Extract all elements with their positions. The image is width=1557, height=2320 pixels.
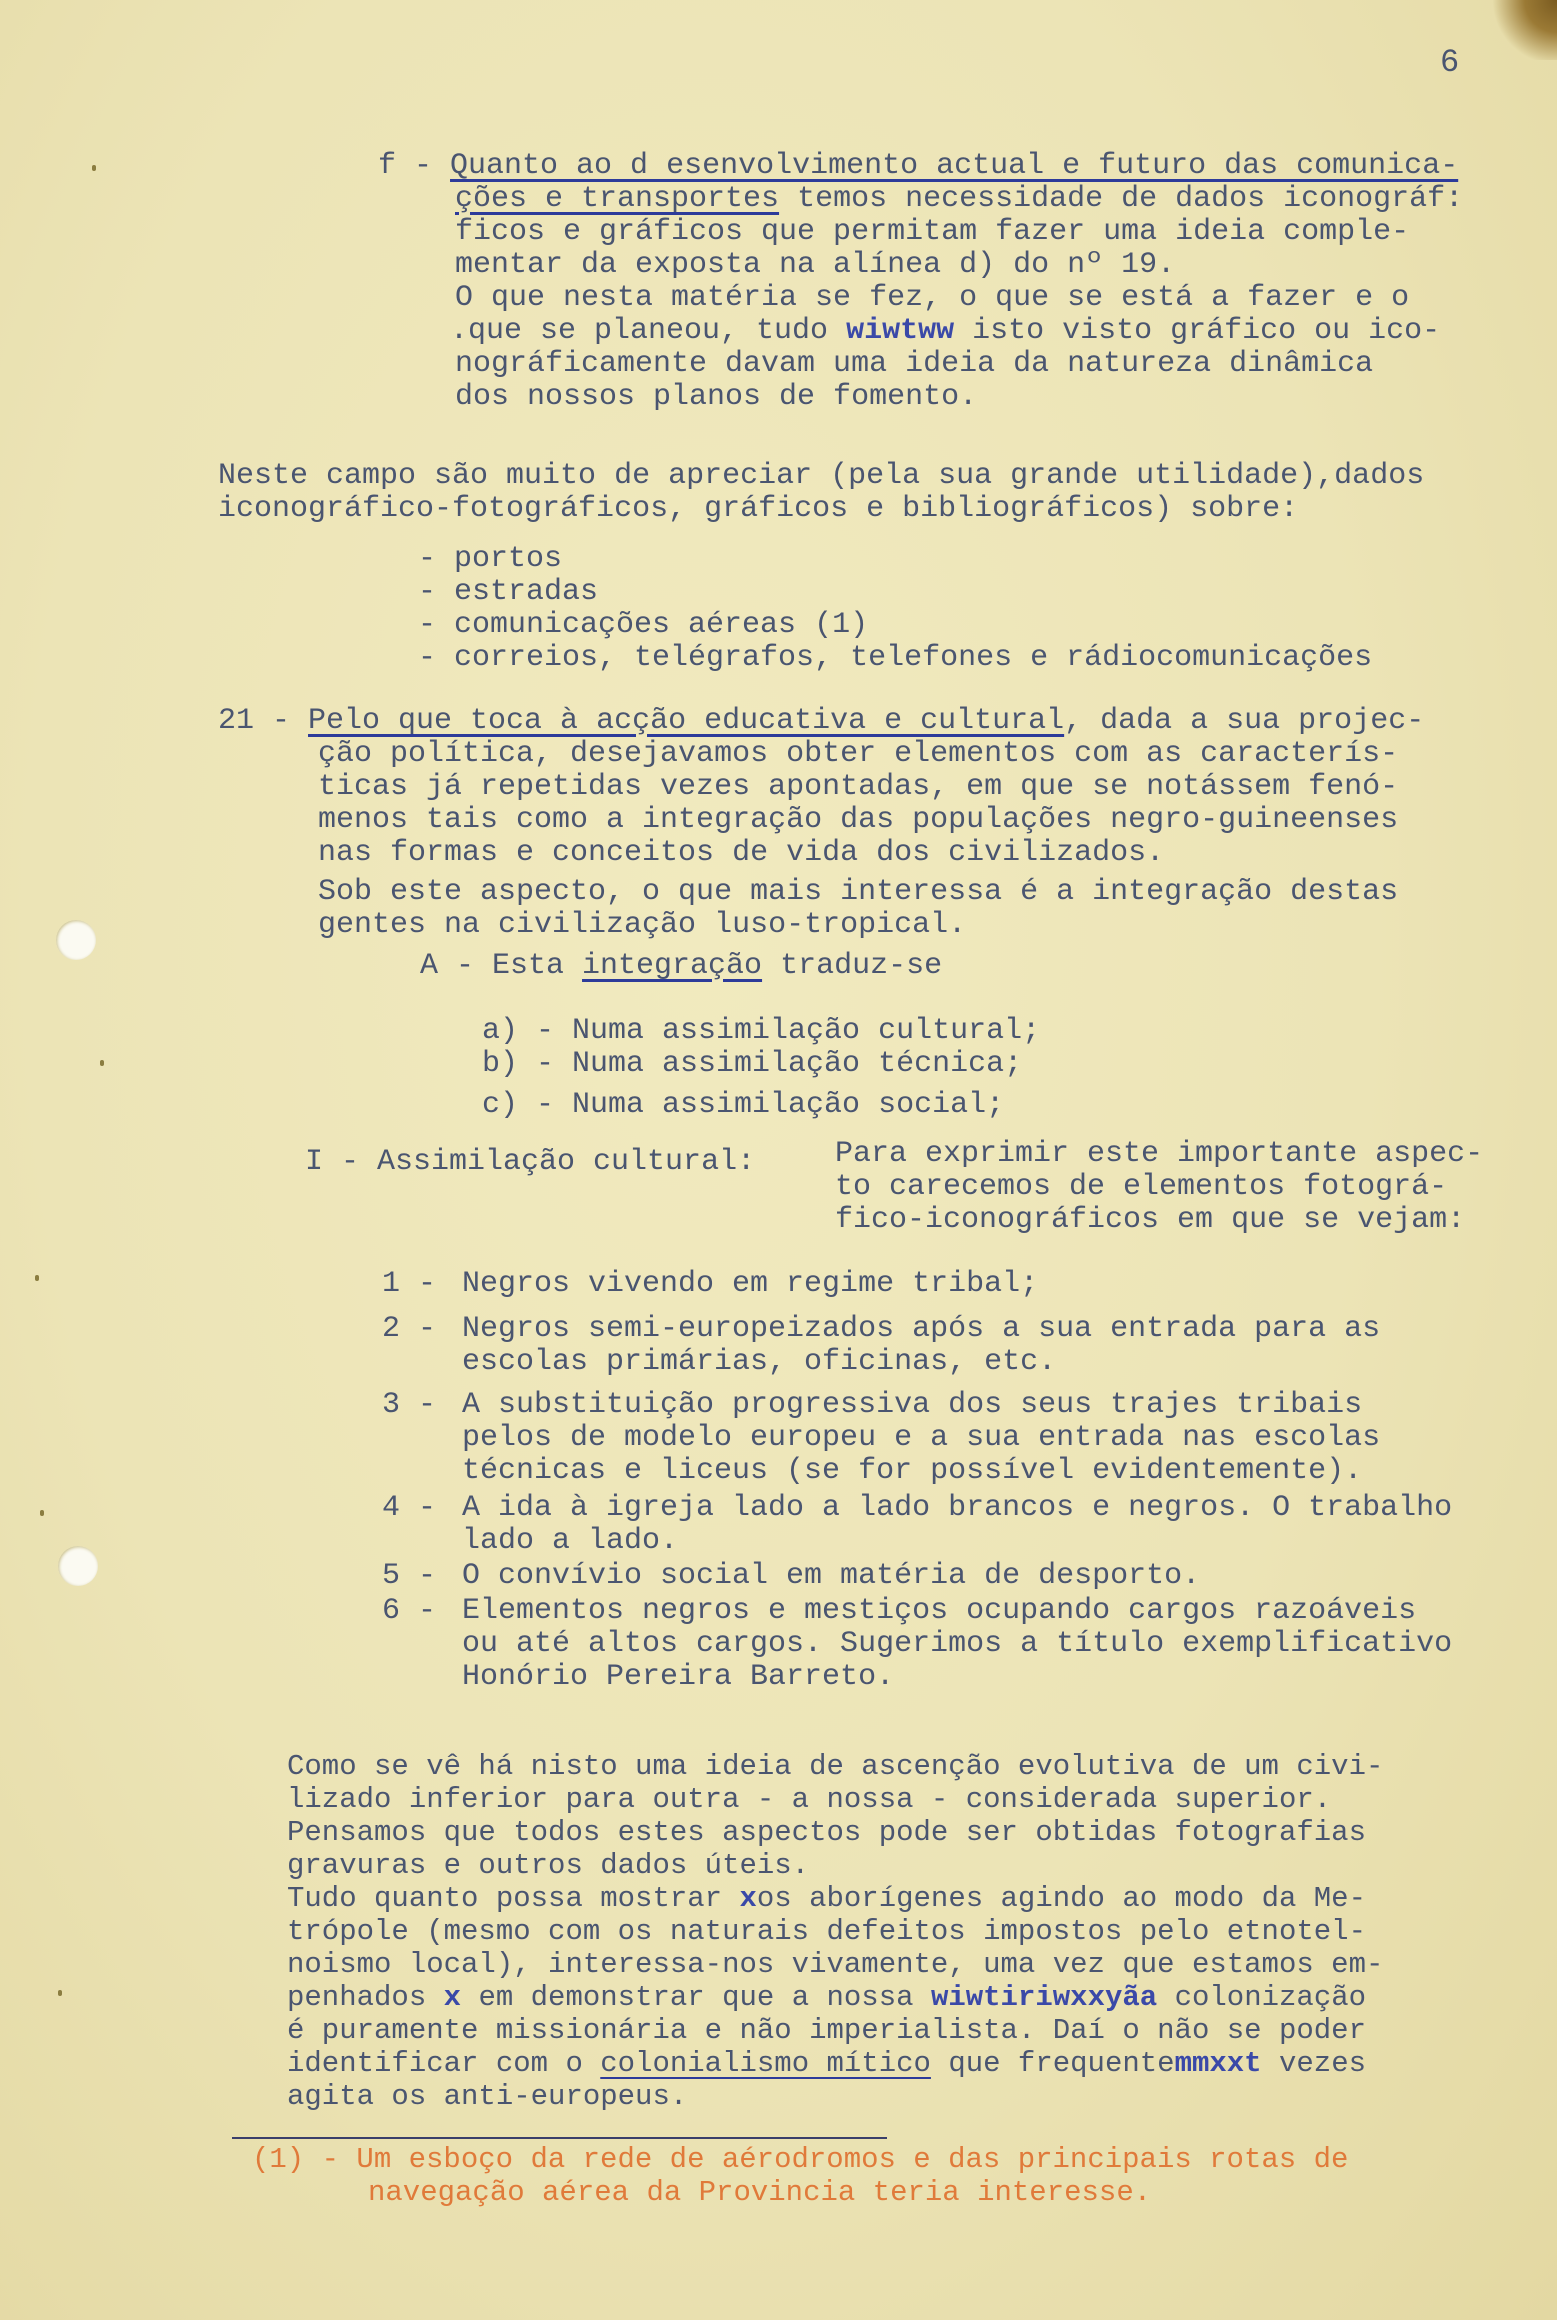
item-line: técnicas e liceus (se for possível evidentemente).: [462, 1454, 1363, 1488]
item-line: ou até altos cargos. Sugerimos a título exemplificativo: [462, 1627, 1453, 1661]
section-I-desc-line: fico-iconográficos em que se vejam:: [835, 1203, 1466, 1237]
item-number: 1 -: [382, 1267, 437, 1301]
list-item: [382, 1595, 1452, 1694]
item-line: escolas primárias, oficinas, etc.: [462, 1345, 1057, 1379]
margin-speck: [35, 1275, 39, 1281]
list-item: [382, 1313, 1452, 1379]
item-line: pelos de modelo europeu e a sua entrada nas escolas: [462, 1421, 1381, 1455]
list-item: [382, 1492, 1452, 1558]
item-number: 3 -: [382, 1388, 437, 1422]
section-I-list: [382, 1268, 1452, 1694]
list-item: [382, 1268, 1452, 1301]
item-line: O convívio social em matéria de desporto.: [462, 1559, 1201, 1593]
item-line: Elementos negros e mestiços ocupando cargos razoáveis: [462, 1594, 1417, 1628]
section-f-line4: mentar da exposta na alínea d) do nº 19.: [455, 248, 1176, 282]
section-21-sublist: [482, 1015, 1040, 1122]
closing-line10a: identificar com o: [287, 2047, 601, 2080]
struck-text: wiwtww: [846, 314, 955, 348]
item-number: 4 -: [382, 1491, 437, 1525]
section-21-a-underlined: integração: [582, 949, 763, 983]
item-line: A substituição progressiva dos seus trajes tribais: [462, 1388, 1363, 1422]
margin-speck: [92, 165, 96, 171]
section-f-p2-line1: O que nesta matéria se fez, o que se está a fazer e o: [455, 281, 1410, 315]
section-21: [218, 705, 1424, 983]
item-number: 2 -: [382, 1312, 437, 1346]
closing-line8a: penhados: [287, 1981, 444, 2014]
neste-campo-paragraph: [218, 460, 1424, 526]
neste-campo-line1: Neste campo são muito de apreciar (pela sua grande utilidade),dados: [218, 459, 1425, 493]
punch-hole-top: [56, 920, 96, 960]
section-21-line5: nas formas e conceitos de vida dos civilizados.: [318, 836, 1165, 870]
closing-line5b: os aborígenes agindo ao modo da Me-: [756, 1882, 1366, 1915]
section-21-a-marker: A - Esta: [420, 949, 583, 983]
closing-paragraph: [287, 1750, 1383, 2113]
list-item: a) - Numa assimilação cultural;: [482, 1014, 1041, 1048]
closing-line10b: que frequente: [930, 2047, 1175, 2080]
footnote: [252, 2143, 1348, 2209]
section-f-line2: temos necessidade de dados iconográf:: [779, 182, 1464, 216]
section-I-desc-line: Para exprimir este importante aspec-: [835, 1137, 1484, 1171]
section-f-line3: ficos e gráficos que permitam fazer uma ideia comple-: [455, 215, 1410, 249]
struck-text: wiwtiriwxxyãa: [930, 1981, 1158, 2014]
footnote-line2: navegação aérea da Provincia teria interesse.: [368, 2176, 1152, 2209]
section-f-heading-cont: ções e transportes: [455, 182, 780, 216]
item-line: Negros semi-europeizados após a sua entrada para as: [462, 1312, 1381, 1346]
section-f-p2-line2b: isto visto gráfico ou ico-: [954, 314, 1441, 348]
closing-line: é puramente missionária e não imperialista. Daí o não se poder: [287, 2014, 1366, 2047]
closing-line: lizado inferior para outra - a nossa - considerada superior.: [287, 1783, 1332, 1816]
neste-campo-list: [418, 543, 1372, 675]
struck-text: mmxxt: [1174, 2047, 1262, 2080]
section-21-heading: Pelo que toca à acção educativa e cultural: [308, 704, 1065, 738]
section-f-p2-line2a: .que se planeou, tudo: [450, 314, 847, 348]
closing-line5a: Tudo quanto possa mostrar: [287, 1882, 740, 1915]
section-21-p2-line1: Sob este aspecto, o que mais interessa é a integração destas: [318, 875, 1399, 909]
struck-text: x: [443, 1981, 462, 2014]
item-line: lado a lado.: [462, 1524, 679, 1558]
section-f-heading: Quanto ao d esenvolvimento actual e futuro das comunica-: [450, 149, 1459, 183]
section-21-line4: menos tais como a integração das populações negro-guineenses: [318, 803, 1399, 837]
section-f-p2-line4: dos nossos planos de fomento.: [455, 380, 978, 414]
section-21-line3: ticas já repetidas vezes apontadas, em que se notássem fenó-: [318, 770, 1399, 804]
struck-text: x: [739, 1882, 757, 1915]
list-item: c) - Numa assimilação social;: [482, 1088, 1005, 1122]
list-item: [382, 1389, 1452, 1488]
page-number: 6: [1440, 44, 1460, 81]
closing-line: trópole (mesmo com os naturais defeitos impostos pelo etnotel-: [287, 1915, 1366, 1948]
section-21-a-rest: traduz-se: [762, 949, 943, 983]
section-I-description: [835, 1138, 1483, 1237]
closing-line: Como se vê há nisto uma ideia de ascenção evolutiva de um civi-: [287, 1750, 1384, 1783]
section-21-marker: 21 -: [218, 704, 309, 738]
closing-line: gravuras e outros dados úteis.: [287, 1849, 810, 1882]
margin-speck: [100, 1060, 104, 1066]
margin-speck: [40, 1510, 44, 1516]
footnote-line1: (1) - Um esboço da rede de aérodromos e das principais rotas de: [252, 2143, 1349, 2176]
list-item: - comunicações aéreas (1): [418, 608, 869, 642]
section-f: [378, 150, 1463, 414]
closing-line10c: vezes: [1261, 2047, 1366, 2080]
list-item: - portos: [418, 542, 563, 576]
section-21-line1-rest: , dada a sua projec-: [1064, 704, 1425, 738]
footnote-rule: [232, 2137, 887, 2139]
section-21-line2: ção política, desejavamos obter elementos com as caracterís-: [318, 737, 1399, 771]
punch-hole-bottom: [58, 1546, 98, 1586]
list-item: b) - Numa assimilação técnica;: [482, 1047, 1023, 1081]
list-item: - estradas: [418, 575, 599, 609]
item-line: Negros vivendo em regime tribal;: [462, 1267, 1039, 1301]
item-number: 6 -: [382, 1594, 437, 1628]
closing-line8b: em demonstrar que a nossa: [461, 1981, 931, 2014]
item-line: Honório Pereira Barreto.: [462, 1660, 895, 1694]
section-f-p2-line3: nográficamente davam uma ideia da natureza dinâmica: [455, 347, 1374, 381]
section-I-label: I - Assimilação cultural:: [305, 1145, 756, 1179]
list-item: - correios, telégrafos, telefones e rádiocomunicações: [418, 641, 1373, 675]
closing-underlined: colonialismo mítico: [600, 2047, 931, 2080]
neste-campo-line2: iconográfico-fotográficos, gráficos e bibliográficos) sobre:: [218, 492, 1299, 526]
item-line: A ida à igreja lado a lado brancos e negros. O trabalho: [462, 1491, 1453, 1525]
list-item: [382, 1560, 1452, 1593]
closing-line: agita os anti-europeus.: [287, 2080, 688, 2113]
section-f-marker: f -: [378, 149, 433, 183]
item-number: 5 -: [382, 1559, 437, 1593]
closing-line8c: colonização: [1157, 1981, 1367, 2014]
closing-line: Pensamos que todos estes aspectos pode ser obtidas fotografias: [287, 1816, 1366, 1849]
closing-line: noismo local), interessa-nos vivamente, uma vez que estamos em-: [287, 1948, 1384, 1981]
page-corner-stain: [1487, 0, 1557, 60]
section-21-p2-line2: gentes na civilização luso-tropical.: [318, 908, 967, 942]
section-I-desc-line: to carecemos de elementos fotográ-: [835, 1170, 1448, 1204]
margin-speck: [58, 1990, 62, 1996]
